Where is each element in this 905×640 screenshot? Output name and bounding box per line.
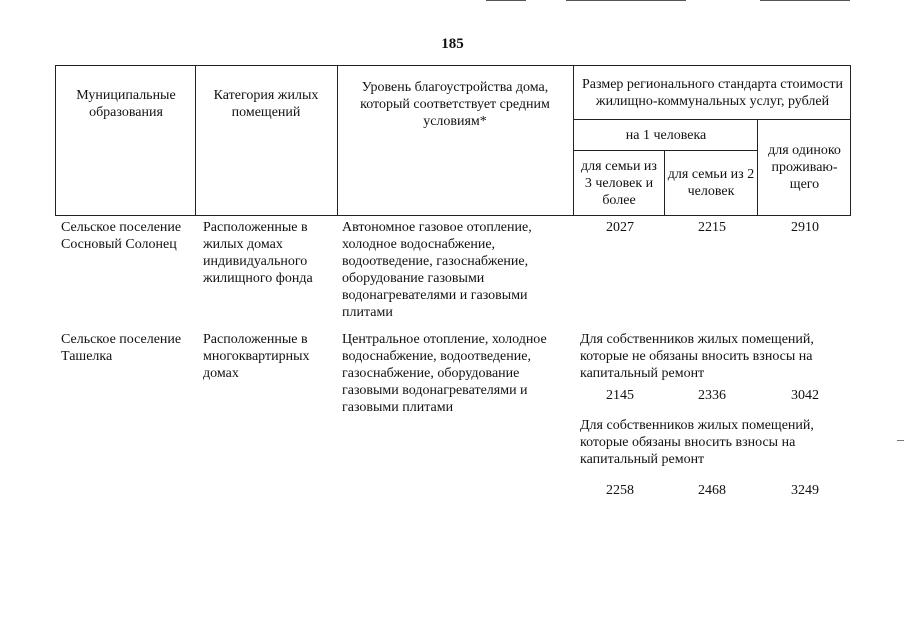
row2a-value-family3: 2145 — [606, 388, 634, 403]
header-family2: для семьи из 2 человек — [667, 167, 755, 199]
row1-category: Расположенные в жилых домах индивидуального жилищного фонда — [203, 220, 313, 286]
column-divider — [195, 65, 196, 216]
header-category: Категория жилых помещений — [213, 88, 319, 120]
header-standard: Размер регионального стандарта стоимости жилищно-коммунальных услуг, рублей — [582, 76, 843, 109]
header-family3: для семьи из 3 человек и более — [581, 158, 657, 208]
scan-mark — [760, 0, 850, 1]
scan-mark — [566, 0, 686, 1]
row2a-value-single: 3042 — [791, 388, 819, 403]
row2-category: Расположенные в многоквартирных домах — [203, 332, 310, 381]
row2a-value-family2: 2336 — [698, 388, 726, 403]
row2-note-no-capital-repair: Для собственников жилых помещений, которые не обязаны вносить взносы на капитальный ремонт — [580, 332, 814, 381]
scan-mark — [897, 440, 904, 441]
header-level: Уровень благоустройства дома, который соответствует средним условиям* — [360, 79, 550, 129]
page-number: 185 — [441, 36, 464, 52]
row1-value-single: 2910 — [791, 220, 819, 235]
header-municipality: Муниципальные образования — [76, 88, 176, 120]
header-per-person: на 1 человека — [625, 127, 707, 143]
column-divider — [664, 150, 665, 216]
row2b-value-single: 3249 — [791, 483, 819, 498]
scan-mark — [486, 0, 526, 1]
header-single: для одиноко проживаю-щего — [768, 143, 841, 192]
column-divider — [337, 65, 338, 216]
column-divider — [573, 65, 574, 216]
row1-level: Автономное газовое отопление, холодное водоснабжение, водоотведение, газоснабжение, оборудование газовыми водонагревателями и газовыми плитами — [342, 220, 532, 320]
row2-municipality: Сельское поселение Ташелка — [61, 332, 182, 364]
row2-level: Центральное отопление, холодное водоснабжение, водоотведение, газоснабжение, оборудование газовыми водонагревателями и газовыми плитами — [342, 332, 547, 415]
row1-municipality: Сельское поселение Сосновый Солонец — [61, 220, 182, 252]
row2-note-capital-repair: Для собственников жилых помещений, которые обязаны вносить взносы на капитальный ремонт — [580, 418, 814, 467]
column-divider — [757, 119, 758, 216]
row1-value-family2: 2215 — [698, 220, 726, 235]
row1-value-family3: 2027 — [606, 220, 634, 235]
row2b-value-family2: 2468 — [698, 483, 726, 498]
row2b-value-family3: 2258 — [606, 483, 634, 498]
